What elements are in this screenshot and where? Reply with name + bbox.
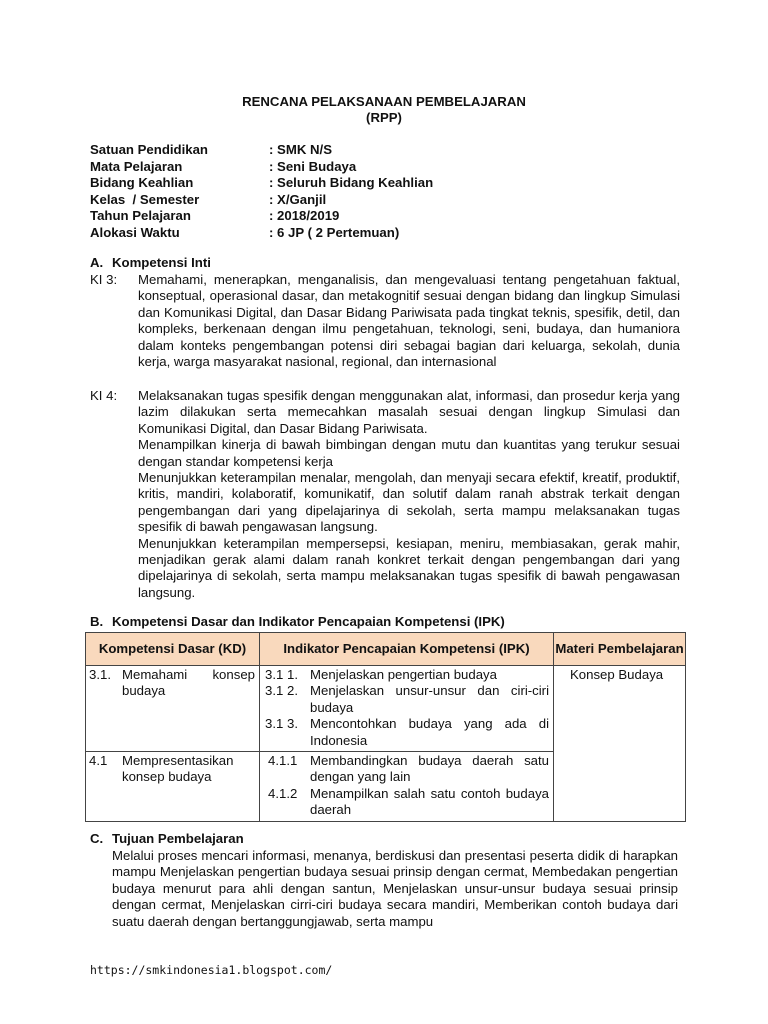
identity-block bbox=[90, 142, 433, 242]
identity-row bbox=[90, 208, 433, 225]
identity-value: : SMK N/S bbox=[269, 142, 333, 157]
kd-number: 4.1 bbox=[89, 753, 108, 769]
identity-label: Tahun Pelajaran bbox=[90, 208, 191, 224]
ipk-text: Menjelaskan unsur-unsur dan ciri-ciri budaya bbox=[310, 683, 549, 715]
ipk-text: Membandingkan budaya daerah satu dengan yang lain bbox=[310, 753, 549, 785]
table-header-ipk: Indikator Pencapaian Kompetensi (IPK) bbox=[260, 633, 554, 666]
identity-row bbox=[90, 159, 433, 176]
identity-row bbox=[90, 192, 433, 209]
ipk-cell bbox=[260, 752, 554, 822]
section-c-heading bbox=[90, 831, 244, 847]
kd-text: Memahami konsep budaya bbox=[122, 667, 255, 699]
ipk-number: 3.1 2. bbox=[265, 683, 298, 699]
kd-text: Mempresentasikan konsep budaya bbox=[122, 753, 234, 785]
section-a-heading bbox=[90, 255, 211, 271]
ipk-number: 4.1.1 bbox=[268, 753, 298, 769]
section-letter: C. bbox=[90, 831, 104, 846]
identity-value: : Seni Budaya bbox=[269, 158, 357, 174]
identity-label: Mata Pelajaran bbox=[90, 158, 183, 174]
ki3-text: Memahami, menerapkan, menganalisis, dan mengevaluasi tentang pengetahuan faktual, konseptual, operasional dasar, dan metakognitif sesuai dengan bidang dan lingkup Simulasi dan Komunikasi Digital, dan Dasar Bidang Pariwisata pada tingkat teknis, spesifik, detil, dan kompleks, berkenaan dengan ilmu pengetahuan, teknologi, seni, budaya, dan humaniora dalam konteks pengembangan potensi diri sebagai bagian dari keluarga, sekolah, dunia kerja, warga masyarakat nasional, regional, dan internasional bbox=[138, 272, 680, 370]
identity-label: Bidang Keahlian bbox=[90, 175, 194, 191]
table-header-kd: Kompetensi Dasar (KD) bbox=[86, 633, 260, 666]
ipk-text: Menjelaskan pengertian budaya bbox=[310, 667, 497, 682]
ki4-label: KI 4: bbox=[90, 388, 118, 403]
section-title: Tujuan Pembelajaran bbox=[112, 831, 244, 846]
section-letter: B. bbox=[90, 614, 104, 629]
materi-cell bbox=[554, 666, 686, 822]
ipk-text: Menampilkan salah satu contoh budaya daerah bbox=[310, 785, 549, 818]
identity-label: Alokasi Waktu bbox=[90, 224, 180, 240]
ipk-item bbox=[265, 683, 549, 716]
tujuan-text: Melalui proses mencari informasi, menanya, berdiskusi dan presentasi peserta didik di harapkan mampu Menjelaskan pengertian budaya sesuai prinsip dengan cermat, Membedakan pengertian budaya menurut para ahli dengan santun, Menjelaskan unsur-unsur budaya sesuai prinsip dengan cermat, Menjelaskan cirri-ciri budaya secara mandiri, Memberikan contoh budaya dari suatu daerah dengan bertanggungjawab, serta mampu bbox=[112, 848, 678, 929]
identity-row bbox=[90, 142, 433, 159]
section-title: Kompetensi Inti bbox=[112, 255, 211, 270]
ipk-number: 3.1 1. bbox=[265, 667, 298, 682]
identity-value: : Seluruh Bidang Keahlian bbox=[269, 175, 434, 191]
materi-text: Konsep Budaya bbox=[570, 667, 664, 682]
ki4-paragraph: Menampilkan kinerja di bawah bimbingan dengan mutu dan kuantitas yang terukur sesuai dengan standar kompetensi kerja bbox=[138, 437, 680, 469]
ki4-paragraph: Menunjukkan keterampilan menalar, mengolah, dan menyaji secara efektif, kreatif, produktif, kritis, mandiri, kolaboratif, komunikatif, dan solutif dalam ranah abstrak terkait dengan pengembangan dari yang dipelajarinya di sekolah, serta mampu melaksanakan tugas spesifik di bawah pengawasan langsung. bbox=[138, 470, 680, 535]
ki4-block bbox=[90, 388, 680, 601]
ki4-paragraph: Menunjukkan keterampilan mempersepsi, kesiapan, meniru, membiasakan, gerak mahir, menjadikan gerak alami dalam ranah konkret terkait dengan pengembangan dari yang dipelajarinya di sekolah, serta mampu melaksanakan tugas spesifik di bawah pengawasan langsung. bbox=[138, 535, 680, 600]
ipk-cell bbox=[260, 666, 554, 752]
identity-value: : 2018/2019 bbox=[269, 208, 340, 224]
ipk-text: Mencontohkan budaya yang ada di Indonesia bbox=[310, 716, 549, 748]
table-row bbox=[86, 666, 686, 752]
document-subtitle: (RPP) bbox=[366, 110, 402, 125]
section-b-heading bbox=[90, 614, 505, 630]
kd-number: 3.1. bbox=[89, 667, 111, 682]
ipk-item bbox=[268, 753, 549, 786]
ipk-number: 4.1.2 bbox=[268, 785, 298, 801]
identity-value: : X/Ganjil bbox=[269, 191, 327, 207]
section-letter: A. bbox=[90, 255, 104, 270]
identity-row bbox=[90, 225, 433, 242]
kd-ipk-table bbox=[85, 632, 686, 822]
document-title: RENCANA PELAKSANAAN PEMBELAJARAN bbox=[242, 94, 526, 109]
identity-label: Satuan Pendidikan bbox=[90, 142, 208, 157]
identity-row bbox=[90, 175, 433, 192]
ipk-item bbox=[265, 716, 549, 749]
table-header-materi: Materi Pembelajaran bbox=[554, 633, 686, 666]
footer-url[interactable]: https://smkindonesia1.blogspot.com/ bbox=[90, 963, 333, 977]
identity-value: : 6 JP ( 2 Pertemuan) bbox=[269, 224, 400, 240]
section-title: Kompetensi Dasar dan Indikator Pencapaian Kompetensi (IPK) bbox=[112, 614, 505, 629]
ipk-number: 3.1 3. bbox=[265, 716, 298, 732]
kd-cell bbox=[86, 666, 260, 752]
ipk-item bbox=[268, 786, 549, 819]
identity-label: Kelas / Semester bbox=[90, 191, 200, 207]
ipk-item bbox=[265, 667, 549, 683]
ki3-block bbox=[90, 272, 680, 370]
ki3-label: KI 3: bbox=[90, 272, 118, 287]
kd-cell bbox=[86, 752, 260, 822]
ki4-paragraph: Melaksanakan tugas spesifik dengan menggunakan alat, informasi, dan prosedur kerja yang lazim dilakukan serta memecahkan masalah sesuai dengan lingkup Simulasi dan Komunikasi Digital, dan Dasar Bidang Pariwisata. bbox=[138, 388, 680, 436]
